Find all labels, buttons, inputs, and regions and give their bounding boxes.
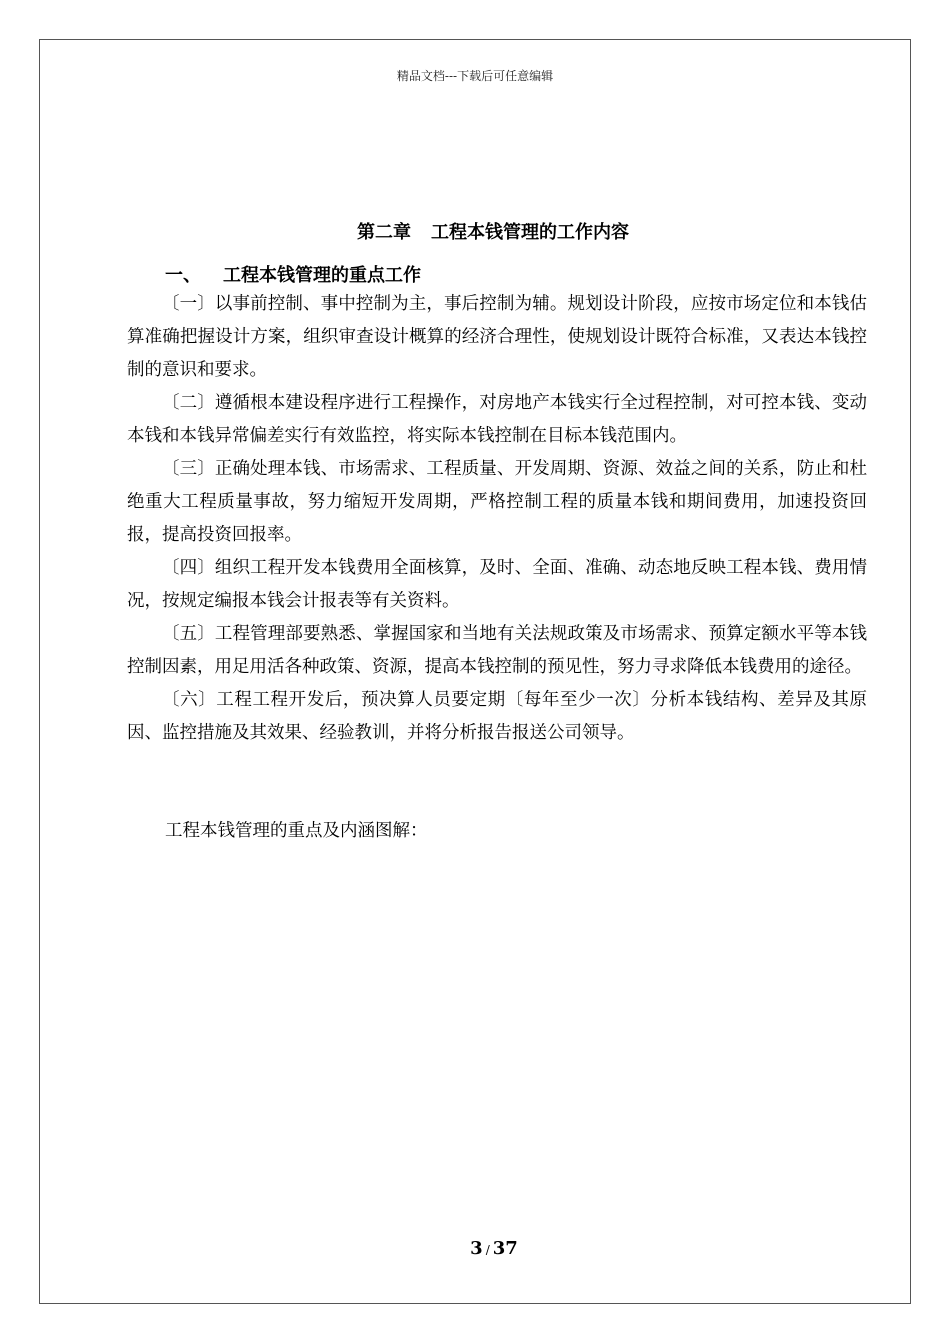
paragraph-1: 〔一〕以事前控制、事中控制为主，事后控制为辅。规划设计阶段，应按市场定位和本钱估算准确把握设计方案，组织审查设计概算的经济合理性，使规划设计既符合标准，又表达本钱控制的意识和要求。 bbox=[127, 294, 867, 380]
paragraph-2: 〔二〕遵循根本建设程序进行工程操作，对房地产本钱实行全过程控制，对可控本钱、变动本钱和本钱异常偏差实行有效监控，将实际本钱控制在目标本钱范围内。 bbox=[127, 393, 867, 446]
figure-caption: 工程本钱管理的重点及内涵图解： bbox=[165, 821, 428, 841]
paragraph-4: 〔四〕组织工程开发本钱费用全面核算，及时、全面、准确、动态地反映工程本钱、费用情况，按规定编报本钱会计报表等有关资料。 bbox=[127, 558, 867, 611]
page-number bbox=[0, 1238, 950, 1259]
chapter-title-text: 工程本钱管理的工作内容 bbox=[431, 222, 629, 243]
body-text bbox=[127, 288, 867, 750]
page-total: 37 bbox=[492, 1238, 518, 1259]
page-header: 精品文档---下载后可任意编辑 bbox=[396, 69, 554, 83]
page-current: 3 bbox=[470, 1238, 483, 1259]
section-number: 一、 bbox=[165, 265, 201, 286]
paragraph-5: 〔五〕工程管理部要熟悉、掌握国家和当地有关法规政策及市场需求、预算定额水平等本钱控制因素，用足用活各种政策、资源，提高本钱控制的预见性，努力寻求降低本钱费用的途径。 bbox=[127, 624, 867, 677]
section-heading bbox=[165, 261, 421, 287]
paragraph-6: 〔六〕工程工程开发后，预决算人员要定期〔每年至少一次〕分析本钱结构、差异及其原因、监控措施及其效果、经验教训，并将分析报告报送公司领导。 bbox=[127, 690, 867, 743]
chapter-title bbox=[0, 218, 950, 244]
page-separator: / bbox=[485, 1243, 490, 1257]
paragraph-3: 〔三〕正确处理本钱、市场需求、工程质量、开发周期、资源、效益之间的关系，防止和杜绝重大工程质量事故，努力缩短开发周期，严格控制工程的质量本钱和期间费用，加速投资回报，提高投资回报率。 bbox=[127, 459, 867, 545]
chapter-label: 第二章 bbox=[357, 222, 411, 243]
section-title: 工程本钱管理的重点工作 bbox=[223, 265, 421, 286]
